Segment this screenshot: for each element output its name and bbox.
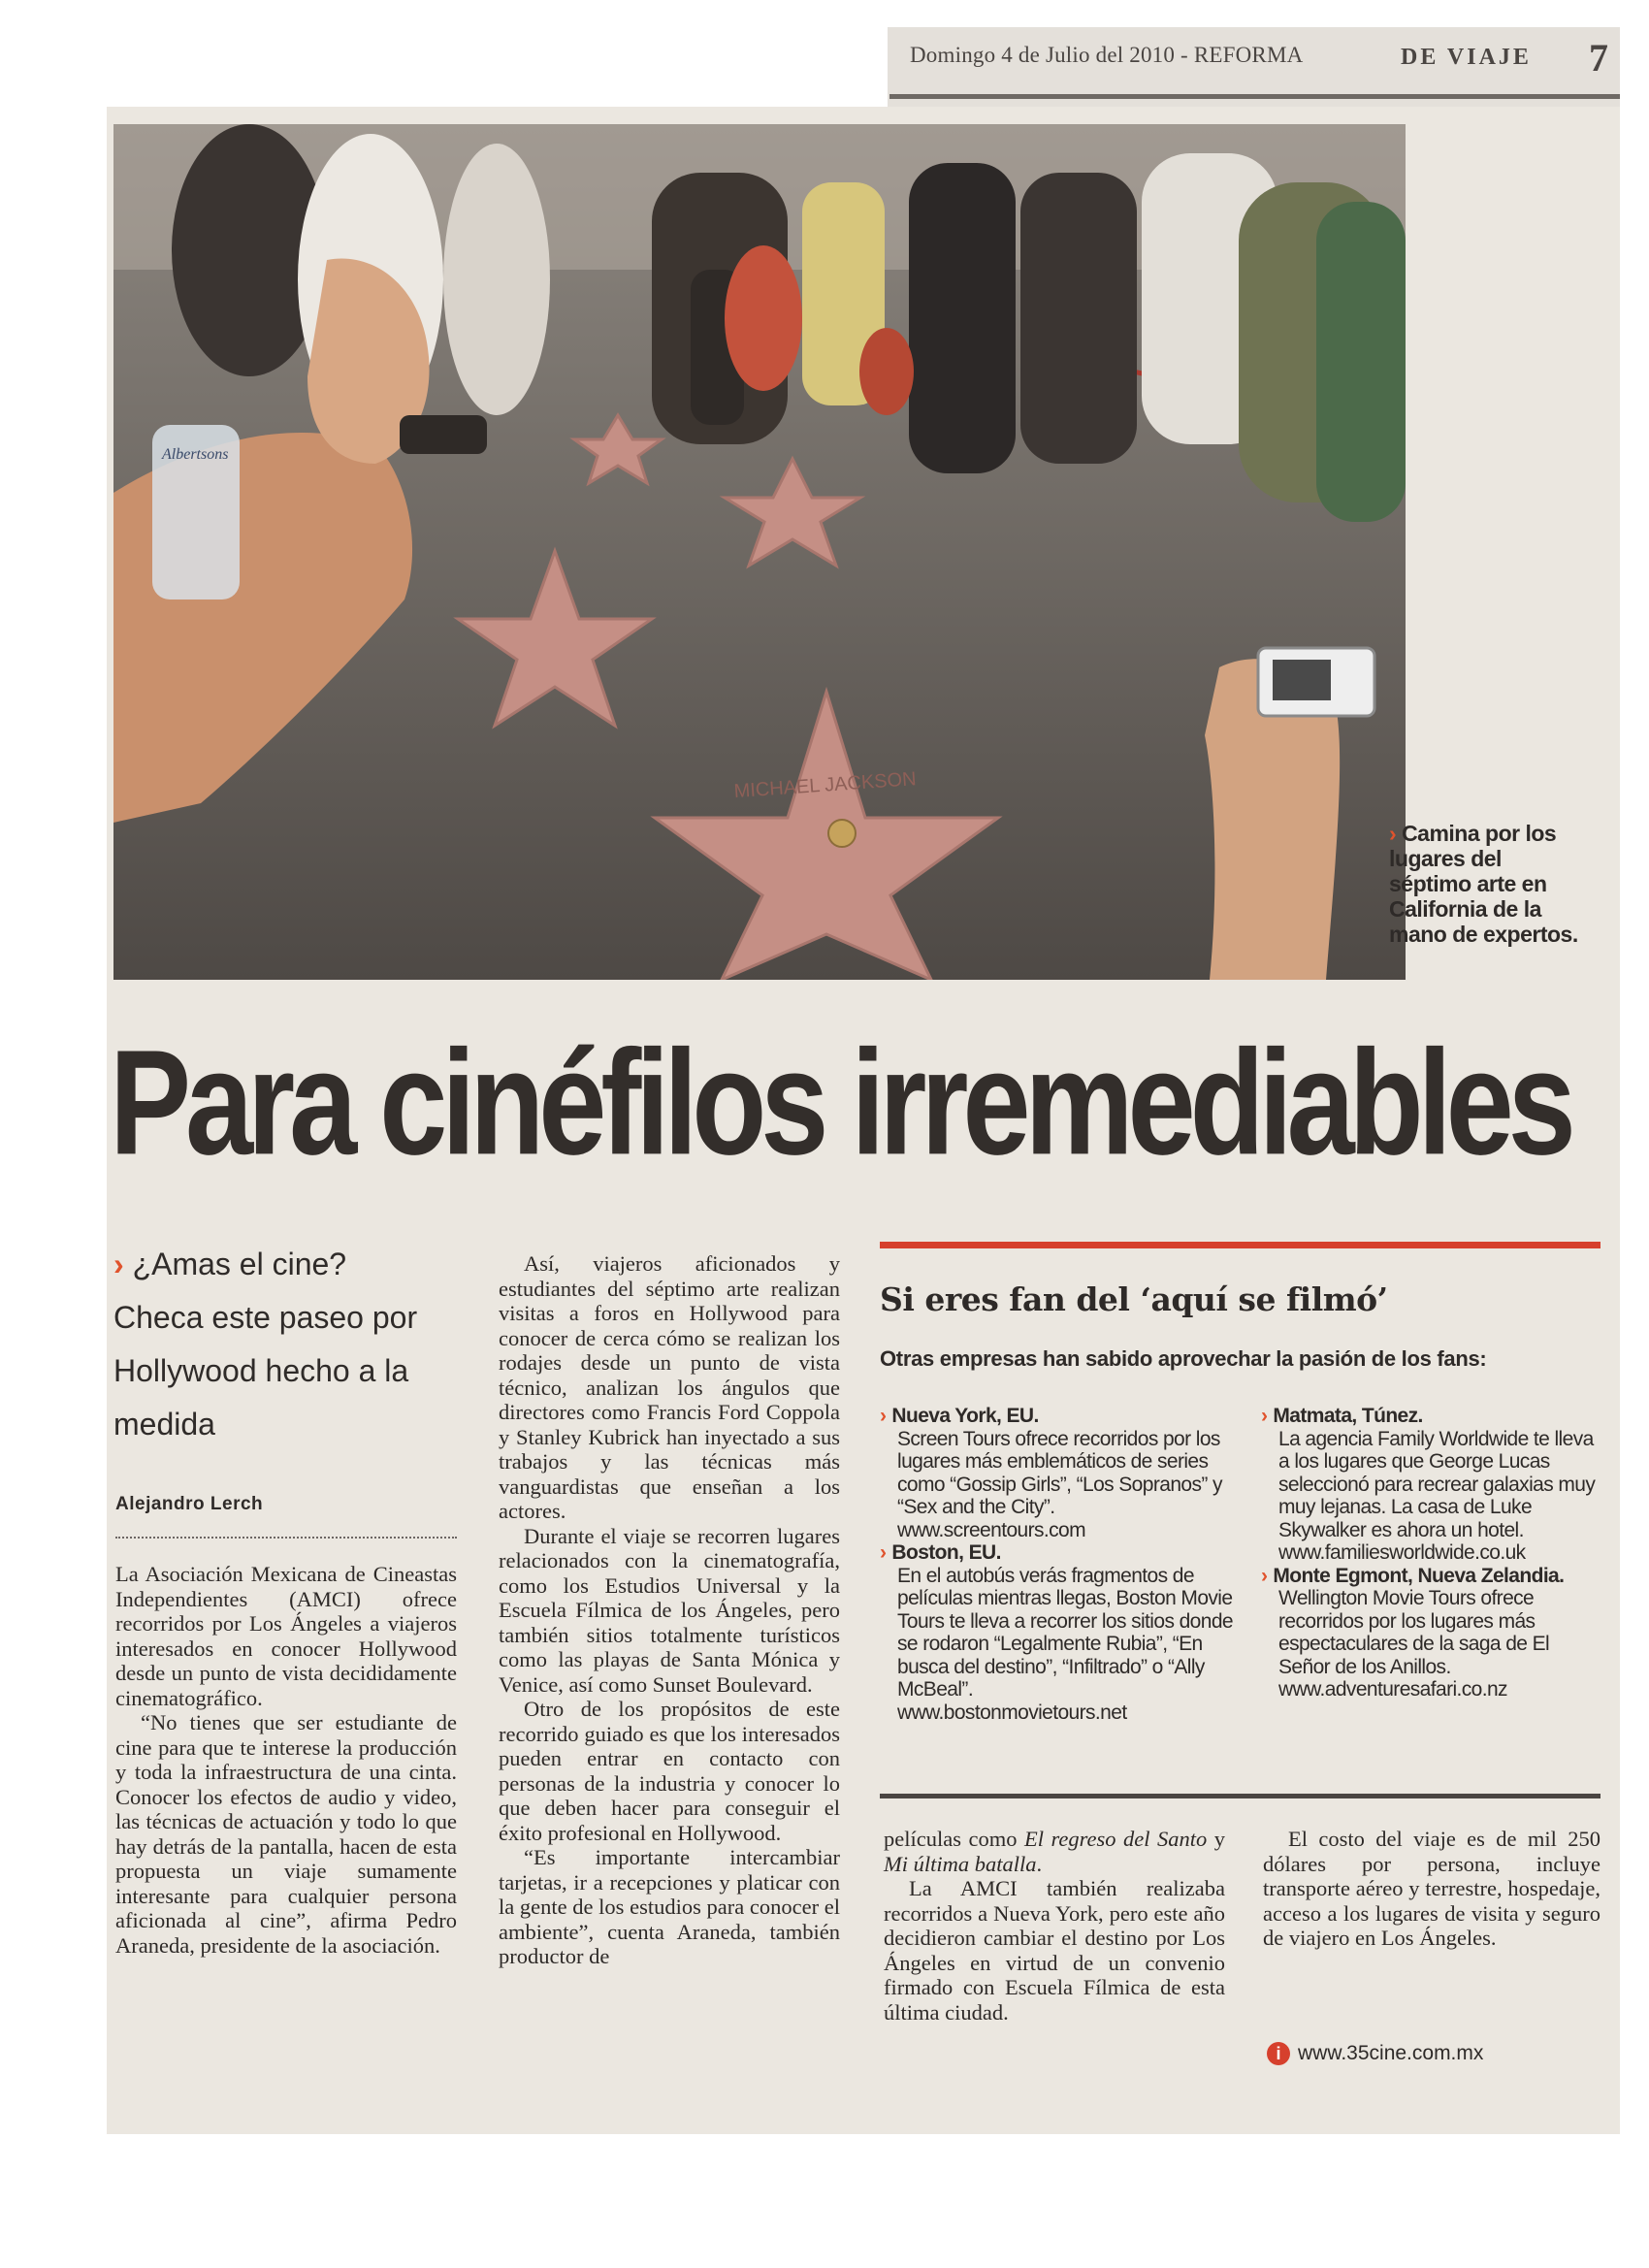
sidebar-top-rule xyxy=(880,1242,1600,1248)
deck-arrow-icon: › xyxy=(113,1247,124,1281)
article-column-3 xyxy=(884,1827,1225,2025)
person-12 xyxy=(1316,202,1406,522)
entry-place: Matmata, Túnez. xyxy=(1273,1405,1423,1427)
column2-paragraph: Durante el viaje se recorren lugares relacionados con la cinematografía, como los Estudios Universal y la Escuela Fílmica de los Ángeles, pero también sitios totalmente turísticos como las playas de Santa Mónica y Venice, así como Sunset Boulevard. xyxy=(499,1523,840,1697)
entry-arrow-icon: › xyxy=(1261,1405,1268,1427)
entry-text: Wellington Movie Tours ofrece recorridos por los lugares más espectaculares de la saga de El Señor de los Anillos. xyxy=(1278,1587,1550,1678)
person-9 xyxy=(1020,173,1137,464)
sidebar-entry xyxy=(1261,1565,1600,1701)
sidebar-subtitle: Otras empresas han sabido aprovechar la pasión de los fans: xyxy=(880,1346,1487,1371)
star-name: MICHAEL JACKSON xyxy=(732,768,918,803)
entry-place: Boston, EU. xyxy=(891,1541,1001,1564)
sidebar-left-column xyxy=(880,1405,1234,1724)
article-column-2 xyxy=(499,1251,840,1969)
header-date: Domingo 4 de Julio del 2010 - REFORMA xyxy=(910,43,1304,67)
person-3 xyxy=(443,144,550,415)
info-icon: i xyxy=(1267,2042,1290,2065)
column3-text: . xyxy=(1036,1851,1043,1876)
article-column-4 xyxy=(1263,1827,1600,1951)
entry-url[interactable]: www.screentours.com xyxy=(897,1518,1085,1541)
entry-url[interactable]: www.familiesworldwide.co.uk xyxy=(1278,1541,1526,1564)
column1-paragraph: “No tienes que ser estudiante de cine para que te interese la producción y toda la infraestructura de una cinta. Conocer los efectos de audio y video, las técnicas de actuación y todo lo que hay detrás de la pantalla, hacen de esta propuesta un viaje sumamente interesante para cualquier persona aficionada al cine”, afirma Pedro Araneda, presidente de la asociación. xyxy=(115,1710,457,1958)
column3-paragraph-2: La AMCI también realizaba recorridos a Nueva York, pero este año decidieron cambiar el destino por Los Ángeles en virtud de un convenio firmado con Escuela Fílmica de esta última ciudad. xyxy=(884,1876,1225,2025)
headline: Para cinéfilos irremediables xyxy=(110,1019,1570,1186)
entry-arrow-icon: › xyxy=(880,1405,887,1427)
column3-text: películas como xyxy=(884,1827,1024,1851)
hero-photo xyxy=(113,124,1406,980)
entry-place: Nueva York, EU. xyxy=(891,1405,1039,1427)
entry-place: Monte Egmont, Nueva Zelandia. xyxy=(1273,1564,1565,1587)
column3-paragraph-1 xyxy=(884,1827,1225,1876)
bracelets xyxy=(400,415,487,454)
sidebar-right-column xyxy=(1261,1405,1600,1701)
page-number: 7 xyxy=(1589,36,1608,80)
info-url[interactable]: www.35cine.com.mx xyxy=(1298,2042,1484,2064)
header-rule xyxy=(889,94,1620,99)
caption-text: Camina por los lugares del séptimo arte en California de la mano de expertos. xyxy=(1389,821,1578,947)
sidebar-entry xyxy=(880,1405,1234,1541)
column4-paragraph: El costo del viaje es de mil 250 dólares por persona, incluye transporte aéreo y terrestre, hospedaje, acceso a los lugares de visita y seguro de viajero en Los Ángeles. xyxy=(1263,1827,1600,1950)
entry-url[interactable]: www.adventuresafari.co.nz xyxy=(1278,1678,1507,1701)
column1-paragraph: La Asociación Mexicana de Cineastas Independientes (AMCI) ofrece recorridos por Los Ángeles a viajeros interesados en conocer Hollywood desde un punto de vista decididamente cinematográfico. xyxy=(115,1562,457,1710)
byline-rule xyxy=(115,1537,457,1539)
deck xyxy=(113,1238,434,1451)
column3-text: y xyxy=(1207,1827,1225,1851)
sidebar-entry xyxy=(880,1541,1234,1724)
column2-paragraph: Así, viajeros aficionados y estudiantes del séptimo arte realizan visitas a foros en Hollywood para conocer de cerca cómo se realizan los rodajes desde un punto de vista técnico, analizan los ángulos que directores como Francis Ford Coppola y Stanley Kubrick han inyectado a sus trabajos y las técnicas más vanguardistas que enseñan a los actores. xyxy=(499,1251,840,1523)
byline: Alejandro Lerch xyxy=(115,1494,264,1514)
kid-sitting xyxy=(859,328,914,415)
entry-text: Screen Tours ofrece recorridos por los lugares más emblemáticos de series como “Gossip Girls”, “Los Sopranos” y “Sex and the City”. xyxy=(897,1427,1222,1518)
star-emblem xyxy=(828,820,856,847)
column2-paragraph: Otro de los propósitos de este recorrido guiado es que los interesados pueden entrar en contacto con personas de la industria y conocer lo que deben hacer para conseguir el éxito profesional en Hollywood. xyxy=(499,1697,840,1845)
sidebar-entry xyxy=(1261,1405,1600,1565)
header-section: DE VIAJE xyxy=(1401,45,1532,70)
film-title: Mi última batalla xyxy=(884,1851,1037,1876)
caption-arrow-icon: › xyxy=(1389,821,1397,846)
person-8 xyxy=(909,163,1016,473)
film-title: El regreso del Santo xyxy=(1023,1827,1208,1851)
entry-arrow-icon: › xyxy=(1261,1564,1268,1587)
entry-text: En el autobús verás fragmentos de películas mientras llegas, Boston Movie Tours te lleva a recorrer los sitios donde se rodaron “Legalmente Rubia”, “En busca del destino”, “Infiltrado” o “Ally McBeal”. xyxy=(897,1564,1233,1701)
column2-paragraph: “Es importante intercambiar tarjetas, ir a recepciones y platicar con la gente de los estudios para conocer el ambiente”, cuenta Araneda, también productor de xyxy=(499,1845,840,1968)
sidebar-bottom-rule xyxy=(880,1794,1600,1798)
bottle-label: Albertsons xyxy=(162,446,229,463)
photo-caption xyxy=(1389,821,1583,947)
entry-url[interactable]: www.bostonmovietours.net xyxy=(897,1701,1127,1724)
camera-screen xyxy=(1273,660,1331,700)
walk-of-fame-photo xyxy=(113,124,1406,980)
sidebar-title: Si eres fan del ‘aquí se filmó’ xyxy=(880,1280,1388,1318)
deck-text: ¿Amas el cine? Checa este paseo por Hollywood hecho a la medida xyxy=(113,1247,418,1442)
entry-text: La agencia Family Worldwide te lleva a los lugares que George Lucas seleccionó para recrear galaxias muy muy lejanas. La casa de Luke Skywalker es ahora un hotel. xyxy=(1278,1427,1596,1541)
entry-arrow-icon: › xyxy=(880,1541,887,1564)
person-6 xyxy=(725,245,802,391)
article-column-1 xyxy=(115,1562,457,1958)
